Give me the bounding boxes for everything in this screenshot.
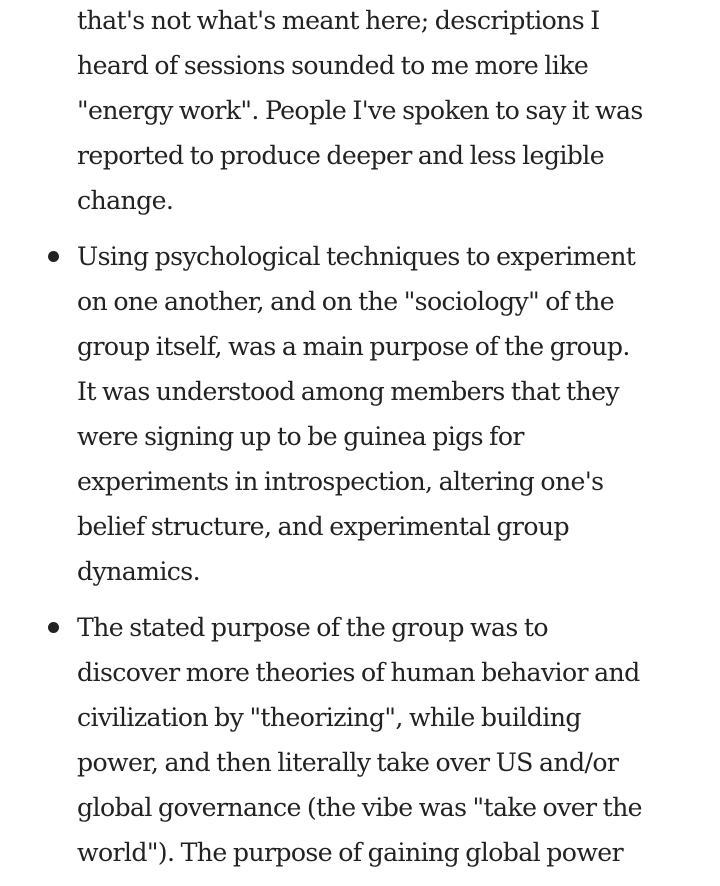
text-line: experiments in introspection, altering one's — [77, 467, 604, 496]
bullet-icon — [48, 622, 59, 633]
text-line: belief structure, and experimental group — [77, 512, 569, 541]
bullet-list — [0, 234, 720, 875]
text-line: "energy work". People I've spoken to say it was — [77, 96, 643, 125]
text-line: change. — [77, 186, 174, 215]
text-line: The stated purpose of the group was to — [77, 613, 548, 642]
text-line: on one another, and on the "sociology" of the — [77, 287, 615, 316]
text-line: civilization by "theorizing", while building — [77, 703, 581, 732]
text-line: discover more theories of human behavior and — [77, 658, 640, 687]
text-line: were signing up to be guinea pigs for — [77, 422, 524, 451]
text-line: heard of sessions sounded to me more like — [77, 51, 589, 80]
text-line: It was understood among members that they — [77, 377, 620, 406]
text-line: that's not what's meant here; descriptions I — [77, 6, 600, 35]
bullet-icon — [48, 251, 59, 262]
text-line: reported to produce deeper and less legible — [77, 141, 604, 170]
text-line: dynamics. — [77, 557, 200, 586]
text-line: power, and then literally take over US and/or — [77, 748, 619, 777]
paragraph-continuation — [77, 0, 720, 223]
list-item — [0, 605, 720, 875]
text-line: world"). The purpose of gaining global power — [77, 838, 623, 867]
text-line: Using psychological techniques to experiment — [77, 242, 636, 271]
text-line: group itself, was a main purpose of the group. — [77, 332, 630, 361]
list-item — [0, 234, 720, 594]
text-line: global governance (the vibe was "take over the — [77, 793, 642, 822]
